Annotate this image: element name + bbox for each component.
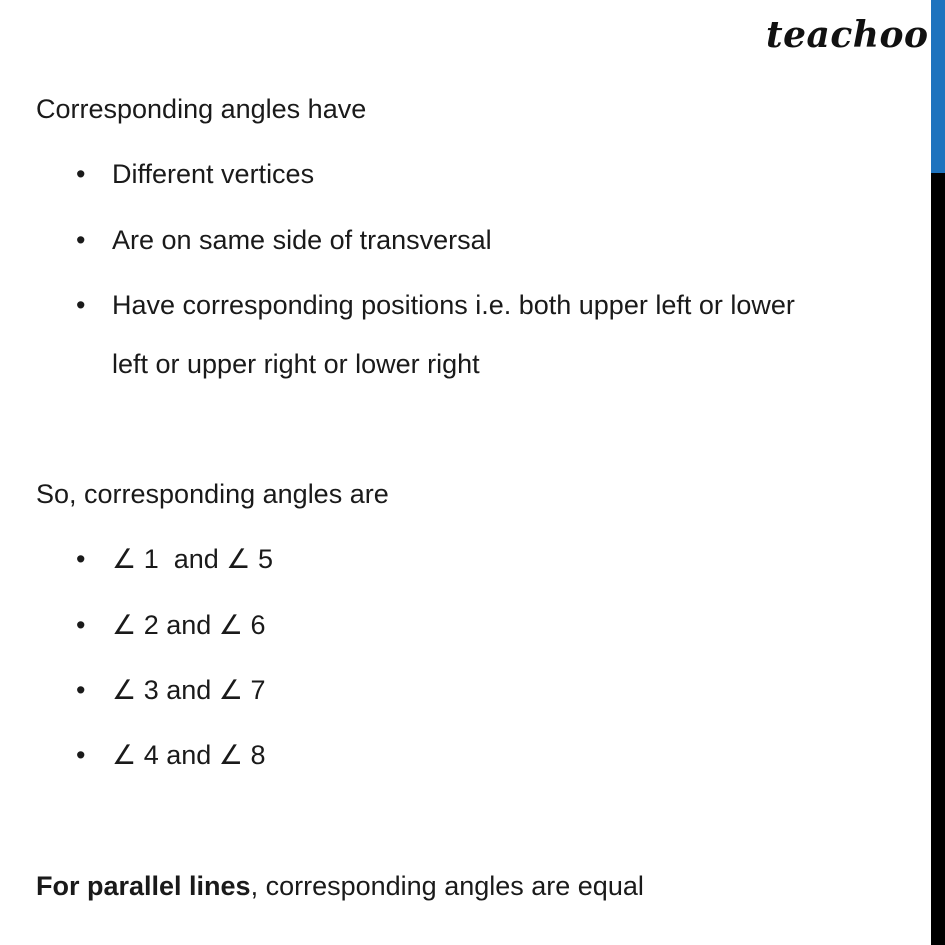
bullet-dot: • [76,225,86,255]
bullet-dot: • [76,740,86,770]
bullet-dot: • [76,675,86,705]
angle-pair-item: ∠ 3 and ∠ 7 [112,675,266,705]
intro-text: Corresponding angles have [36,94,367,124]
angle-pair-item: ∠ 1 and ∠ 5 [112,544,273,574]
bullet-dot: • [76,544,86,574]
bullet-dot: • [76,159,86,189]
conclusion-bold: For parallel lines [36,871,251,901]
conclusion-rest: , corresponding angles are equal [250,871,644,901]
property-item-continued: left or upper right or lower right [112,349,480,379]
property-item: Different vertices [112,159,315,189]
teachoo-logo: teachoo [766,14,929,56]
angle-pair-item: ∠ 2 and ∠ 6 [112,610,266,640]
bullet-dot: • [76,610,86,640]
property-item: Have corresponding positions i.e. both upper left or lower [112,290,795,320]
angle-pair-item: ∠ 4 and ∠ 8 [112,740,266,770]
right-scrollbar[interactable] [931,0,945,945]
scrollbar-thumb[interactable] [931,0,945,173]
bullet-dot: • [76,290,86,320]
property-item: Are on same side of transversal [112,225,492,255]
conclusion-line [36,869,644,903]
so-line-text: So, corresponding angles are [36,479,389,509]
